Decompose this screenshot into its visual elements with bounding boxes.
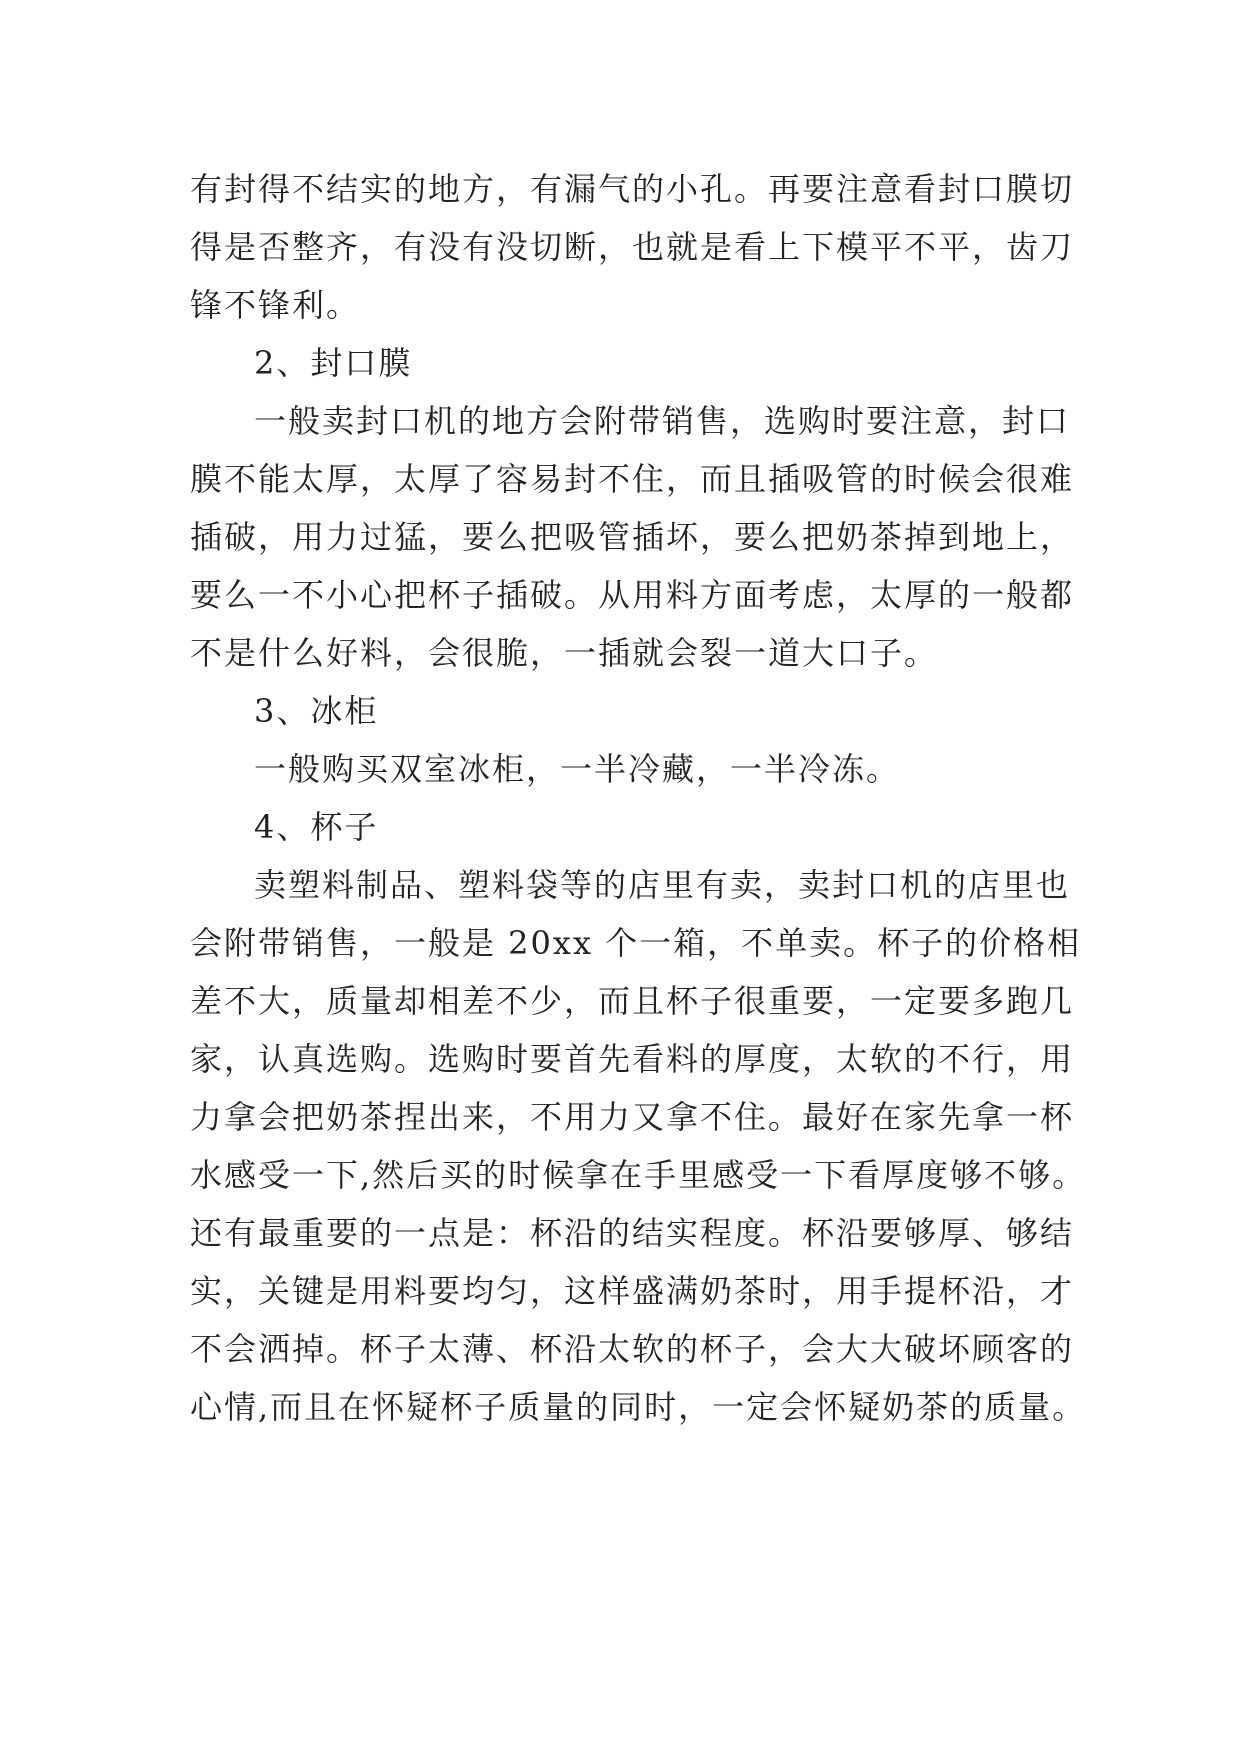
text-line: 差不大，质量却相差不少，而且杯子很重要，一定要多跑几 bbox=[190, 982, 1075, 1020]
text-line: 不会洒掉。杯子太薄、杯沿太软的杯子，会大大破坏顾客的 bbox=[190, 1330, 1075, 1368]
text-line: 要么一不小心把杯子插破。从用料方面考虑，太厚的一般都 bbox=[190, 576, 1075, 614]
document-body bbox=[190, 160, 1087, 1436]
text-line: 不是什么好料，会很脆，一插就会裂一道大口子。 bbox=[190, 634, 939, 672]
section-heading-cups: 4、杯子 bbox=[254, 808, 379, 846]
text-line: 实，关键是用料要均匀，这样盛满奶茶时，用手提杯沿，才 bbox=[190, 1272, 1075, 1310]
text-line: 一般购买双室冰柜，一半冷藏，一半冷冻。 bbox=[254, 750, 901, 788]
text-line: 膜不能太厚，太厚了容易封不住，而且插吸管的时候会很难 bbox=[190, 460, 1075, 498]
text-line: 力拿会把奶茶捏出来，不用力又拿不住。最好在家先拿一杯 bbox=[190, 1098, 1075, 1136]
text-line: 锋不锋利。 bbox=[190, 286, 361, 324]
section-heading-freezer: 3、冰柜 bbox=[254, 692, 379, 730]
text-line: 插破，用力过猛，要么把吸管插坏，要么把奶茶掉到地上， bbox=[190, 518, 1075, 556]
text-line: 会附带销售，一般是 20xx 个一箱，不单卖。杯子的价格相 bbox=[190, 924, 1082, 962]
text-line: 家，认真选购。选购时要首先看料的厚度，太软的不行，用 bbox=[190, 1040, 1075, 1078]
text-line: 心情,而且在怀疑杯子质量的同时，一定会怀疑奶茶的质量。 bbox=[190, 1388, 1087, 1426]
text-line: 水感受一下,然后买的时候拿在手里感受一下看厚度够不够。 bbox=[190, 1156, 1087, 1194]
text-line: 一般卖封口机的地方会附带销售，选购时要注意，封口 bbox=[254, 402, 1071, 440]
text-line: 有封得不结实的地方，有漏气的小孔。再要注意看封口膜切 bbox=[190, 170, 1075, 208]
text-line: 卖塑料制品、塑料袋等的店里有卖，卖封口机的店里也 bbox=[254, 866, 1071, 904]
text-line: 还有最重要的一点是：杯沿的结实程度。杯沿要够厚、够结 bbox=[190, 1214, 1075, 1252]
section-heading-sealing-film: 2、封口膜 bbox=[254, 344, 413, 382]
text-line: 得是否整齐，有没有没切断，也就是看上下模平不平，齿刀 bbox=[190, 228, 1075, 266]
